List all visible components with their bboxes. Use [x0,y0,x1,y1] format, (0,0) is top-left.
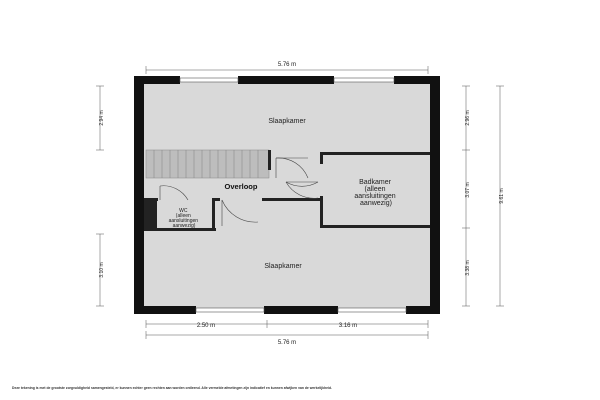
dim-right-mid: 3.07 m [465,182,471,198]
dim-right-bottom: 3.38 m [465,260,471,276]
staircase [146,150,269,178]
dim-right-top: 2.96 m [465,110,471,126]
dim-top-width: 5.76 m [277,62,297,68]
room-label-wc: WC (alleen aansluitingen aanwezig) [168,208,199,229]
dim-right-total: 9.61 m [499,188,505,204]
room-label-top-bedroom: Slaapkamer [268,118,306,125]
dim-bottom-left: 2.50 m [196,323,216,329]
room-label-bottom-bedroom: Slaapkamer [264,263,302,270]
dim-left-bottom: 3.10 m [99,262,105,278]
dim-bottom-total: 5.76 m [277,340,297,346]
dim-bottom-right: 3.16 m [338,323,358,329]
room-label-bathroom: Badkamer (alleen aansluitingen aanwezig) [354,179,396,207]
dim-left-top: 2.94 m [99,110,105,126]
disclaimer: Deze tekening is met de grootste zorgvuldigheid samengesteld, er kunnen echter geen rechten aan worden ontleend. Alle vermelde afmetingen zijn indicatief en kunnen afwijken van de werkelijkheid. [12,386,332,390]
room-label-landing: Overloop [224,182,258,191]
